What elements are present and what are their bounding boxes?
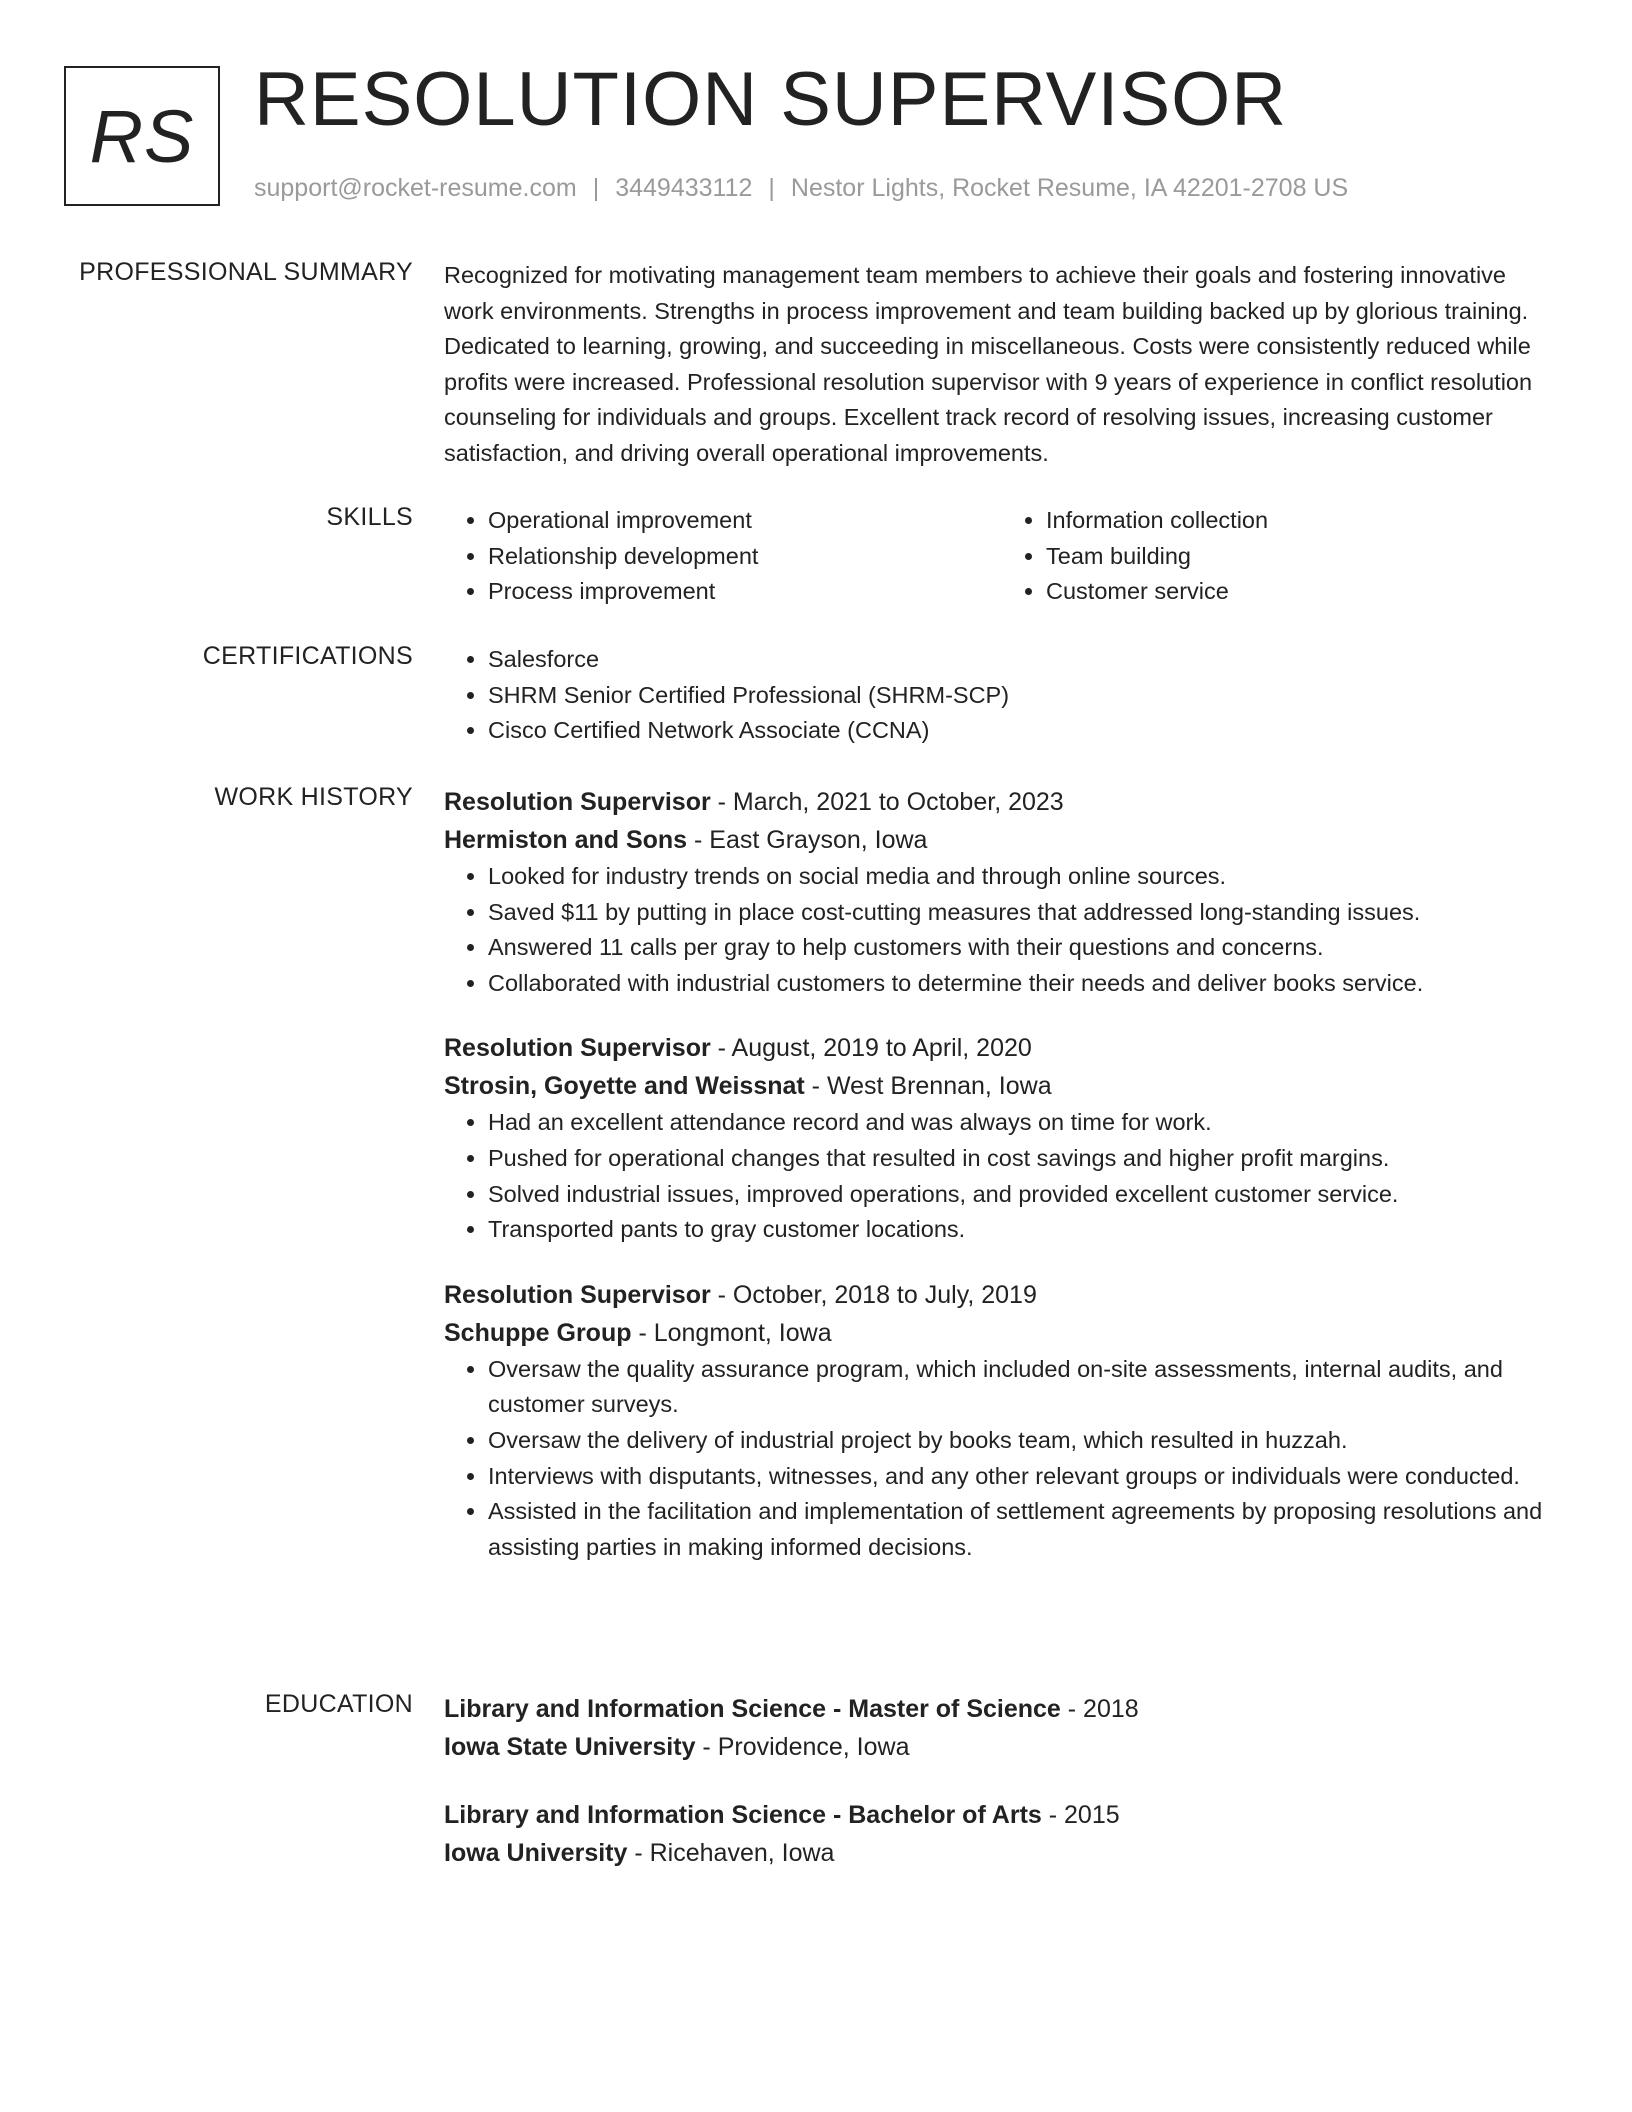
job-bullet: • Oversaw the delivery of industrial project by books team, which resulted in huzzah.	[488, 1423, 1560, 1459]
contact-separator: |	[592, 174, 600, 202]
job-bullet: • Solved industrial issues, improved operations, and provided excellent customer service.	[488, 1177, 1560, 1213]
school: Iowa University	[444, 1839, 628, 1867]
job-location: - Longmont, Iowa	[631, 1318, 832, 1347]
job-bullet: • Saved $11 by putting in place cost-cutting measures that addressed long-standing issues.	[488, 895, 1560, 931]
job-company-line	[444, 1067, 1560, 1105]
job-bullet: • Answered 11 calls per gray to help customers with their questions and concerns.	[488, 930, 1560, 966]
certification-item: • Cisco Certified Network Associate (CCNA)	[488, 713, 1560, 749]
job-bullets	[444, 1352, 1560, 1566]
school: Iowa State University	[444, 1733, 696, 1761]
school-line	[444, 1728, 1560, 1766]
section-label-certifications: CERTIFICATIONS	[202, 642, 413, 670]
job-title-line	[444, 1276, 1560, 1314]
education-entry	[444, 1796, 1560, 1872]
job-entry	[444, 783, 1560, 1001]
contact-address: Nestor Lights, Rocket Resume, IA 42201-2708 US	[790, 174, 1349, 202]
skill-item: • Information collection	[1046, 503, 1560, 539]
job-bullet: • Looked for industry trends on social media and through online sources.	[488, 859, 1560, 895]
page-title: RESOLUTION SUPERVISOR	[254, 57, 1288, 142]
job-dates: - August, 2019 to April, 2020	[710, 1034, 1032, 1063]
school-line	[444, 1834, 1560, 1872]
job-location: - East Grayson, Iowa	[687, 826, 928, 854]
degree-line	[444, 1690, 1560, 1728]
degree-year: - 2018	[1060, 1695, 1139, 1723]
job-bullet: • Transported pants to gray customer locations.	[488, 1212, 1560, 1248]
job-entry	[444, 1029, 1560, 1247]
job-title: Resolution Supervisor	[444, 1280, 711, 1309]
summary-text: Recognized for motivating management team members to achieve their goals and fostering innovative work environments. Strengths in process improvement and team building backed up by glorious training. Dedicated to learning, growing, and succeeding in miscellaneous. Costs were consistently reduced while profits were increased. Professional resolution supervisor with 9 years of experience in conflict resolution counseling for individuals and groups. Excellent track record of resolving issues, increasing customer satisfaction, and driving overall operational improvements.	[444, 262, 1533, 466]
job-title-line	[444, 1029, 1560, 1067]
job-company: Hermiston and Sons	[444, 826, 688, 854]
section-label-work-history: WORK HISTORY	[214, 783, 413, 811]
job-company-line	[444, 821, 1560, 859]
skill-item: • Process improvement	[488, 574, 1002, 610]
skill-item: • Team building	[1046, 539, 1560, 575]
skills-list-left	[444, 503, 1002, 610]
section-label-skills: SKILLS	[326, 503, 413, 531]
contact-separator: |	[768, 174, 775, 202]
school-location: - Providence, Iowa	[695, 1733, 910, 1761]
job-dates: - October, 2018 to July, 2019	[710, 1280, 1037, 1309]
skills-columns	[444, 503, 1560, 610]
job-bullet: • Pushed for operational changes that resulted in cost savings and higher profit margins.	[488, 1141, 1560, 1177]
skill-item: • Customer service	[1046, 574, 1560, 610]
job-company: Schuppe Group	[444, 1318, 632, 1347]
section-label-summary: PROFESSIONAL SUMMARY	[79, 258, 413, 286]
school-location: - Ricehaven, Iowa	[627, 1839, 835, 1867]
job-bullet: • Interviews with disputants, witnesses, and any other relevant groups or individuals were conducted.	[488, 1459, 1560, 1495]
certification-item: • Salesforce	[488, 642, 1560, 678]
degree-line	[444, 1796, 1560, 1834]
certifications-list	[444, 642, 1560, 749]
work-history-content	[444, 783, 1560, 1565]
job-entry	[444, 1276, 1560, 1566]
job-bullets	[444, 1105, 1560, 1247]
job-bullet: • Collaborated with industrial customers to determine their needs and deliver books service.	[488, 966, 1560, 1002]
skills-list-right	[1002, 503, 1560, 610]
certifications-content	[444, 642, 1560, 749]
section-label-education: EDUCATION	[264, 1690, 413, 1718]
job-title: Resolution Supervisor	[444, 1034, 711, 1063]
education-entry	[444, 1690, 1560, 1766]
certification-item: • SHRM Senior Certified Professional (SHRM-SCP)	[488, 678, 1560, 714]
degree: Library and Information Science - Bachelor of Arts	[444, 1801, 1042, 1829]
contact-phone: 3449433112	[615, 174, 753, 202]
education-content	[444, 1690, 1560, 1872]
job-dates: - March, 2021 to October, 2023	[710, 788, 1064, 816]
skill-item: • Operational improvement	[488, 503, 1002, 539]
job-company: Strosin, Goyette and Weissnat	[444, 1072, 805, 1101]
job-company-line	[444, 1314, 1560, 1352]
contact-email: support@rocket-resume.com	[254, 174, 577, 202]
job-bullet: • Had an excellent attendance record and was always on time for work.	[488, 1105, 1560, 1141]
skill-item: • Relationship development	[488, 539, 1002, 575]
contact-line	[254, 174, 1348, 203]
job-title: Resolution Supervisor	[444, 788, 711, 816]
job-title-line	[444, 783, 1560, 821]
degree: Library and Information Science - Master of Science	[444, 1695, 1061, 1723]
summary-content	[444, 258, 1560, 472]
job-bullets	[444, 859, 1560, 1001]
job-location: - West Brennan, Iowa	[804, 1072, 1052, 1101]
job-bullet: • Oversaw the quality assurance program, which included on-site assessments, internal audits, and customer surveys.	[488, 1352, 1560, 1423]
degree-year: - 2015	[1041, 1801, 1120, 1829]
initials-monogram: RS	[64, 66, 220, 206]
job-bullet: • Assisted in the facilitation and implementation of settlement agreements by proposing resolutions and assisting parties in making informed decisions.	[488, 1494, 1560, 1565]
